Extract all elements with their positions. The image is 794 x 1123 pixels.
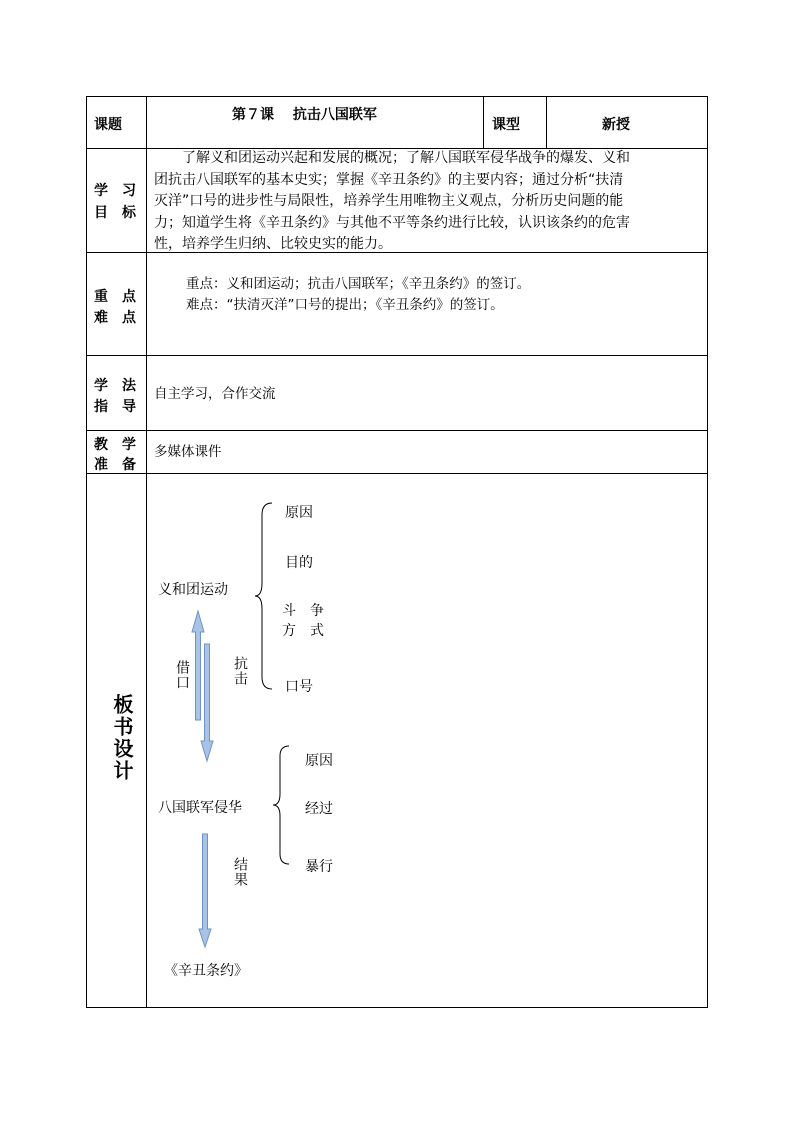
node1-item-purpose: 目的 — [285, 555, 313, 571]
method-label-line1: 学 法 — [94, 378, 136, 394]
preparation-label-line2: 准 备 — [94, 457, 136, 473]
pretext-label: 借口 — [174, 660, 190, 690]
objectives-text — [154, 148, 702, 256]
resist-label: 抗击 — [232, 656, 248, 686]
preparation-value: 多媒体课件 — [154, 444, 222, 460]
node1-item-method: 方 式 — [282, 623, 324, 639]
node1-item-slogan: 口号 — [285, 679, 313, 695]
down-arrow-icon — [200, 643, 214, 763]
table-border-left — [86, 96, 87, 1008]
objectives-line: 力；知道学生将《辛丑条约》与其他不平等条约进行比较，认识该条约的危害 — [154, 214, 630, 231]
result-arrow-icon — [198, 833, 212, 949]
row-divider — [86, 473, 708, 474]
node-boxer-movement: 义和团运动 — [158, 582, 228, 598]
row-divider — [86, 430, 708, 431]
result-label: 结果 — [232, 857, 248, 887]
table-border-bottom — [86, 1007, 708, 1008]
table-border-top — [86, 96, 708, 97]
objectives-label-line1: 学 习 — [94, 183, 136, 199]
node2-item-atrocity: 暴行 — [305, 859, 333, 875]
preparation-label-line1: 教 学 — [94, 437, 136, 453]
brace-icon — [272, 744, 290, 866]
node2-item-cause: 原因 — [305, 753, 333, 769]
header-divider — [546, 96, 547, 148]
node-eight-nation-invasion: 八国联军侵华 — [158, 800, 242, 816]
method-label-line2: 指 导 — [94, 399, 136, 415]
objectives-line: 灭洋”口号的进步性与局限性，培养学生用唯物主义观点，分析历史问题的能 — [154, 193, 624, 209]
node1-item-struggle: 斗 争 — [282, 603, 324, 619]
keypoints-label-line1: 重 点 — [94, 289, 136, 305]
board-design-label: 板书设计 — [110, 694, 134, 782]
topic-label: 课题 — [94, 117, 122, 133]
label-column-divider — [146, 96, 147, 1008]
table-border-right — [707, 96, 708, 1008]
row-divider — [86, 355, 708, 356]
difficult-point-line: 难点：“扶清灭洋”口号的提出；《辛丑条约》的签订。 — [186, 297, 504, 313]
node-boxer-protocol: 《辛丑条约》 — [164, 963, 248, 979]
node1-item-cause: 原因 — [285, 505, 313, 521]
brace-icon — [254, 501, 274, 691]
method-value: 自主学习，合作交流 — [154, 386, 276, 402]
keypoints-label-line2: 难 点 — [94, 310, 136, 326]
lesson-type-label: 课型 — [492, 117, 520, 133]
objectives-line: 了解义和团运动兴起和发展的概况；了解八国联军侵华战争的爆发、义和 — [154, 150, 630, 166]
objectives-label-line2: 目 标 — [94, 205, 136, 221]
objectives-line: 团抗击八国联军的基本史实；掌握《辛丑条约》的主要内容；通过分析“扶清 — [154, 171, 624, 188]
lesson-plan-table — [86, 96, 708, 1008]
key-point-line: 重点：义和团运动；抗击八国联军；《辛丑条约》的签订。 — [186, 276, 531, 292]
objectives-line: 性，培养学生归纳、比较史实的能力。 — [154, 236, 392, 252]
header-divider — [483, 96, 484, 148]
lesson-title: 第７课 抗击八国联军 — [232, 107, 377, 123]
lesson-type-value: 新授 — [602, 117, 630, 133]
node2-item-process: 经过 — [305, 801, 333, 817]
